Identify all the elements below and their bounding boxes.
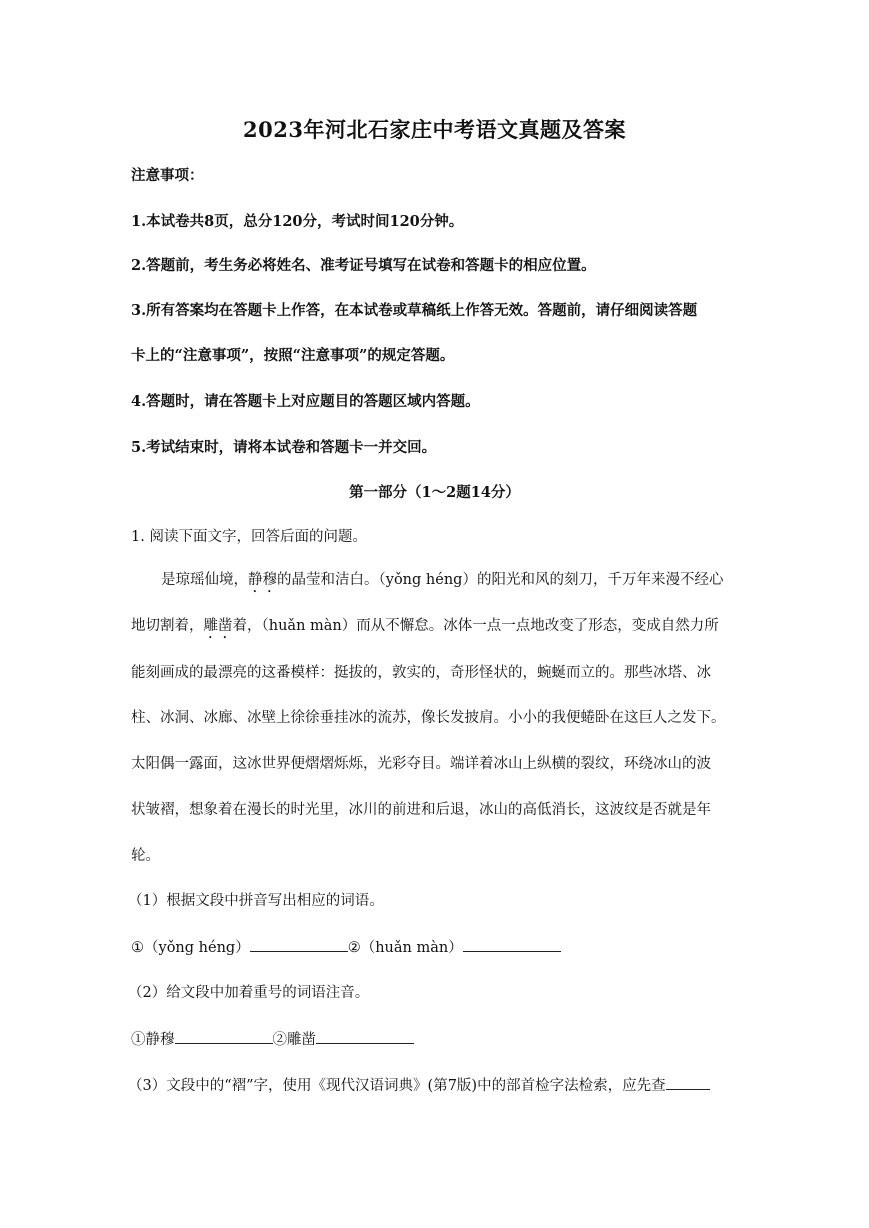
notice-item-1: 1.本试卷共8页，总分120分，考试时间120分钟。	[131, 213, 464, 230]
passage-line-6: 状皱褶，想象着在漫长的时光里，冰川的前进和后退，冰山的高低消长，这波纹是否就是年	[131, 802, 711, 818]
sub-question-1-answers	[131, 937, 741, 958]
passage-text: 着，（huǎn màn）而从不懈怠。冰体一点一点地改变了形态，变成自然力所	[232, 618, 719, 634]
notice-item-2: 2.答题前，考生务必将姓名、准考证号填写在试卷和答题卡的相应位置。	[131, 257, 596, 274]
blank-label-jingmu: ①静穆	[131, 1032, 175, 1048]
passage-text: 的晶莹和洁白。（yǒng héng）的阳光和风的刻刀，千万年来漫不经心	[277, 572, 724, 588]
answer-blank[interactable]	[175, 1029, 273, 1044]
answer-blank[interactable]	[666, 1075, 710, 1090]
sub-question-1-label: （1）根据文段中拼音写出相应的词语。	[128, 893, 384, 909]
blank-label-yongheng: ①（yǒng héng）	[131, 940, 250, 956]
passage-text: 是琼瑶仙境，	[161, 572, 248, 588]
sub-question-2-answers	[131, 1029, 741, 1050]
passage-line-1	[131, 570, 741, 596]
sub-question-3	[128, 1075, 742, 1096]
answer-blank[interactable]	[250, 937, 348, 952]
notice-item-3: 3.所有答案均在答题卡上作答，在本试卷或草稿纸上作答无效。答题前，请仔细阅读答题	[131, 302, 698, 319]
answer-blank[interactable]	[316, 1029, 414, 1044]
passage-text: 地切割着，	[131, 618, 204, 634]
passage-line-4: 柱、冰洞、冰廊、冰壁上徐徐垂挂冰的流苏，像长发披肩。小小的我便蜷卧在这巨人之发下。	[131, 710, 726, 726]
blank-label-huanman: ②（huǎn màn）	[347, 940, 463, 956]
sub-question-3-label: （3）文段中的“褶”字，使用《现代汉语词典》(第7版)中的部首检字法检索，应先查	[128, 1078, 666, 1094]
part-heading: 第一部分（1～2题14分）	[349, 484, 520, 501]
emphasized-word-jingmu: 静穆	[248, 572, 277, 588]
question-1-prompt: 1. 阅读下面文字，回答后面的问题。	[131, 529, 367, 545]
emphasized-word-diaozao: 雕凿	[203, 618, 233, 634]
notice-item-3-continued: 卡上的“注意事项”，按照“注意事项”的规定答题。	[131, 347, 455, 364]
notice-heading: 注意事项：	[131, 167, 204, 184]
document-title: 2023年河北石家庄中考语文真题及答案	[243, 117, 626, 142]
notice-item-5: 5.考试结束时，请将本试卷和答题卡一并交回。	[131, 439, 437, 456]
passage-line-2	[131, 616, 741, 642]
sub-question-2-label: （2）给文段中加着重号的词语注音。	[128, 985, 370, 1001]
passage-line-5: 太阳偶一露面，这冰世界便熠熠烁烁，光彩夺目。端详着冰山上纵横的裂纹，环绕冰山的波	[131, 756, 711, 772]
passage-line-3: 能刻画成的最漂亮的这番模样：挺拔的，敦实的，奇形怪状的，蜿蜒而立的。那些冰塔、冰	[131, 665, 711, 681]
answer-blank[interactable]	[463, 937, 561, 952]
passage-line-7: 轮。	[131, 848, 160, 864]
blank-label-diaozao: ②雕凿	[272, 1032, 316, 1048]
notice-item-4: 4.答题时，请在答题卡上对应题目的答题区域内答题。	[131, 393, 480, 410]
